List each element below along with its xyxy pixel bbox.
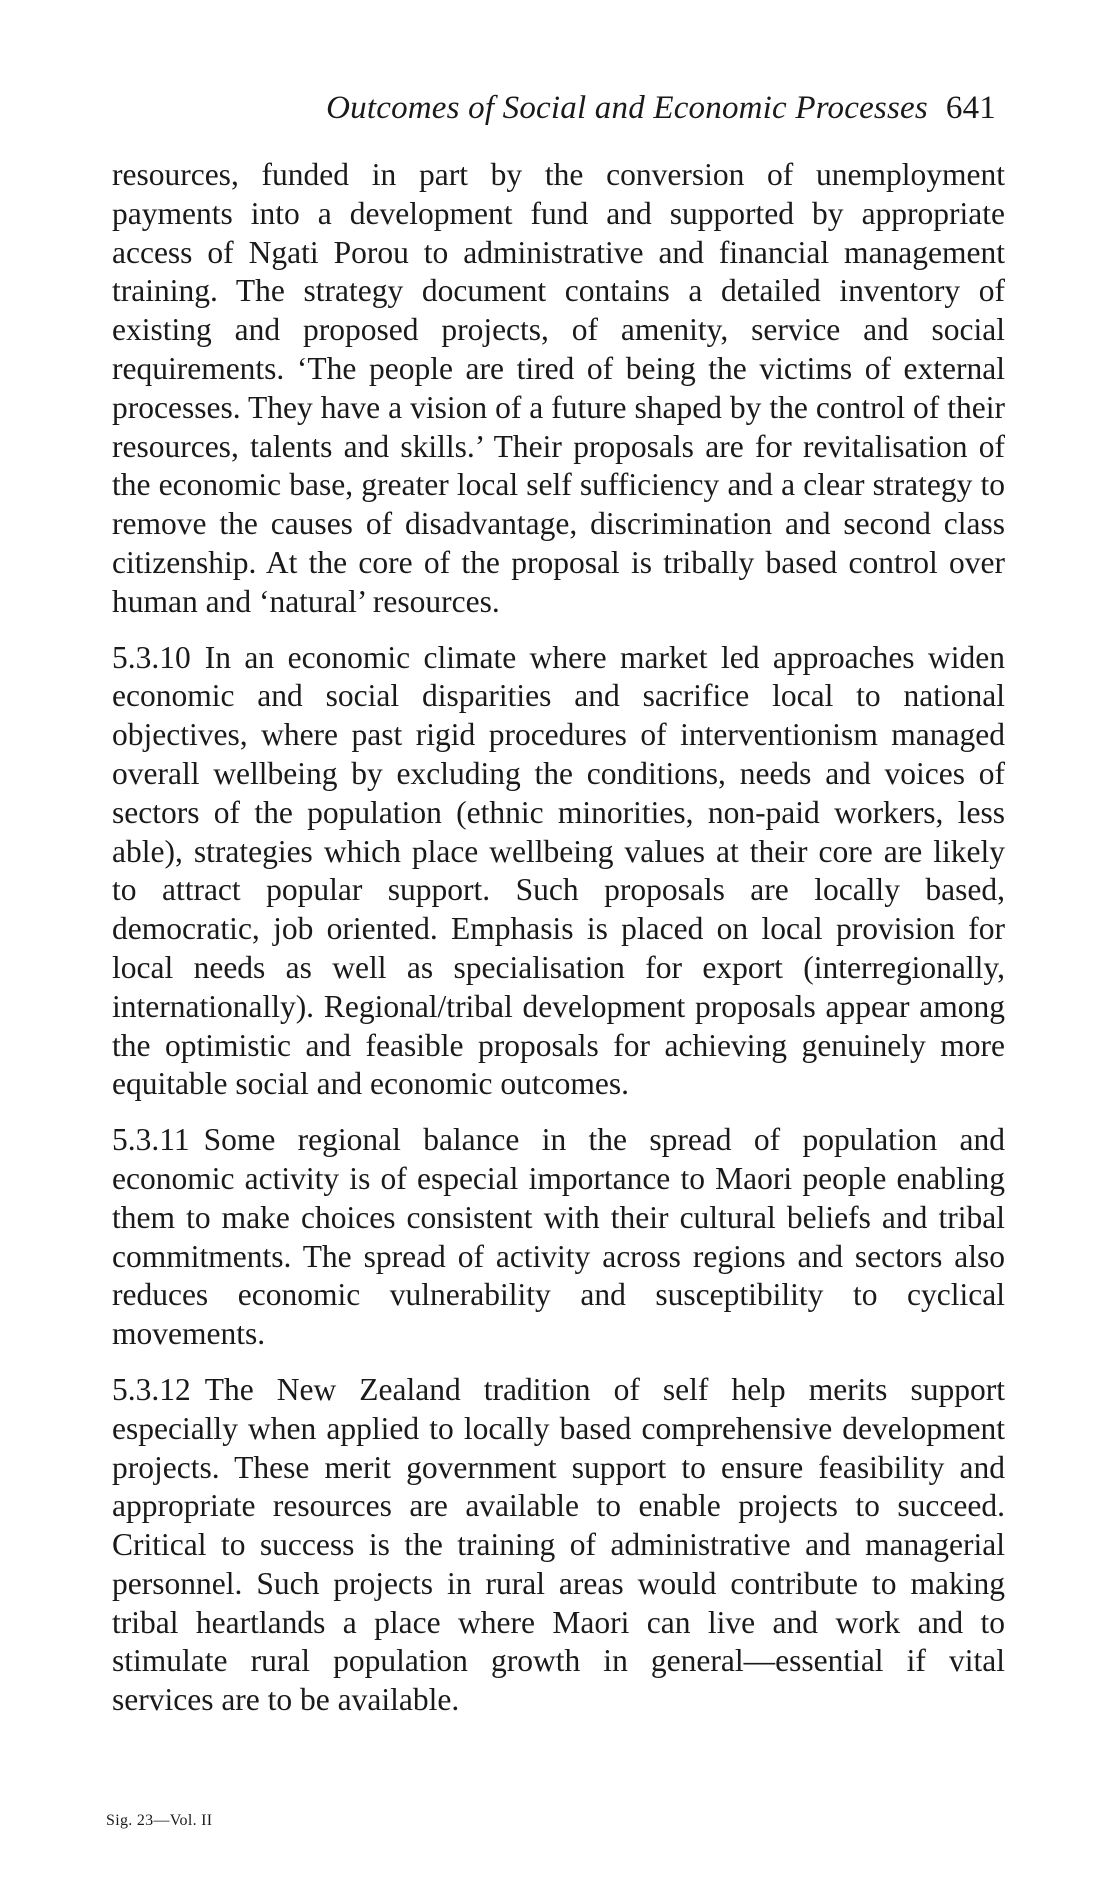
paragraph-text: The New Zealand tradition of self help merits support especially when applied to locally based comprehensive development projects. These merit government support to ensure feasibility and appropriate resources are available to enable projects to succeed. Critical to success is the training of administrative and managerial personnel. Such projects in rural areas would contribute to making tribal heartlands a place where Maori can live and work and to stimulate rural population growth in general—essential if vital services are to be available. [112, 1371, 1005, 1718]
signature-mark: Sig. 23—Vol. II [106, 1812, 213, 1829]
paragraph-5-3-11 [112, 1121, 1005, 1354]
paragraph-number: 5.3.11 [112, 1122, 190, 1158]
paragraph-5-3-10 [112, 639, 1005, 1105]
paragraph-5-3-12 [112, 1371, 1005, 1720]
paragraph-text: In an economic climate where market led approaches widen economic and social disparities and sacrifice local to national objectives, where past rigid procedures of interventionism managed overall wellbeing by excluding the conditions, needs and voices of sectors of the population (ethnic minorities, non-paid workers, less able), strategies which place wellbeing values at their core are likely to attract popular support. Such proposals are locally based, democratic, job oriented. Emphasis is placed on local provision for local needs as well as specialisation for export (interregionally, internationally). Regional/tribal development proposals appear among the optimistic and feasible proposals for achieving genuinely more equitable social and economic outcomes. [112, 639, 1005, 1102]
paragraph-text: resources, funded in part by the conversion of unemployment payments into a development fund and supported by appropriate access of Ngati Porou to administrative and financial management training. The strategy document contains a detailed inventory of existing and proposed projects, of amenity, service and social requirements. ‘The people are tired of being the victims of external processes. They have a vision of a future shaped by the control of their resources, talents and skills.’ Their proposals are for revitalisation of the economic base, greater local self sufficiency and a clear strategy to remove the causes of disadvantage, discrimination and second class citizenship. At the core of the proposal is tribally based control over human and ‘natural’ resources. [112, 157, 1005, 619]
running-header [326, 92, 996, 125]
running-title: Outcomes of Social and Economic Processes [326, 90, 928, 126]
paragraph-continued [112, 156, 1005, 622]
paragraph-number: 5.3.12 [112, 1371, 191, 1407]
paragraph-text: Some regional balance in the spread of population and economic activity is of especial importance to Maori people enabling them to make choices consistent with their cultural beliefs and tribal commitments. The spread of activity across regions and sectors also reduces economic vulnerability and susceptibility to cyclical movements. [112, 1122, 1005, 1352]
paragraph-number: 5.3.10 [112, 639, 191, 675]
page-number: 641 [945, 90, 996, 126]
body-text [112, 156, 1005, 1737]
